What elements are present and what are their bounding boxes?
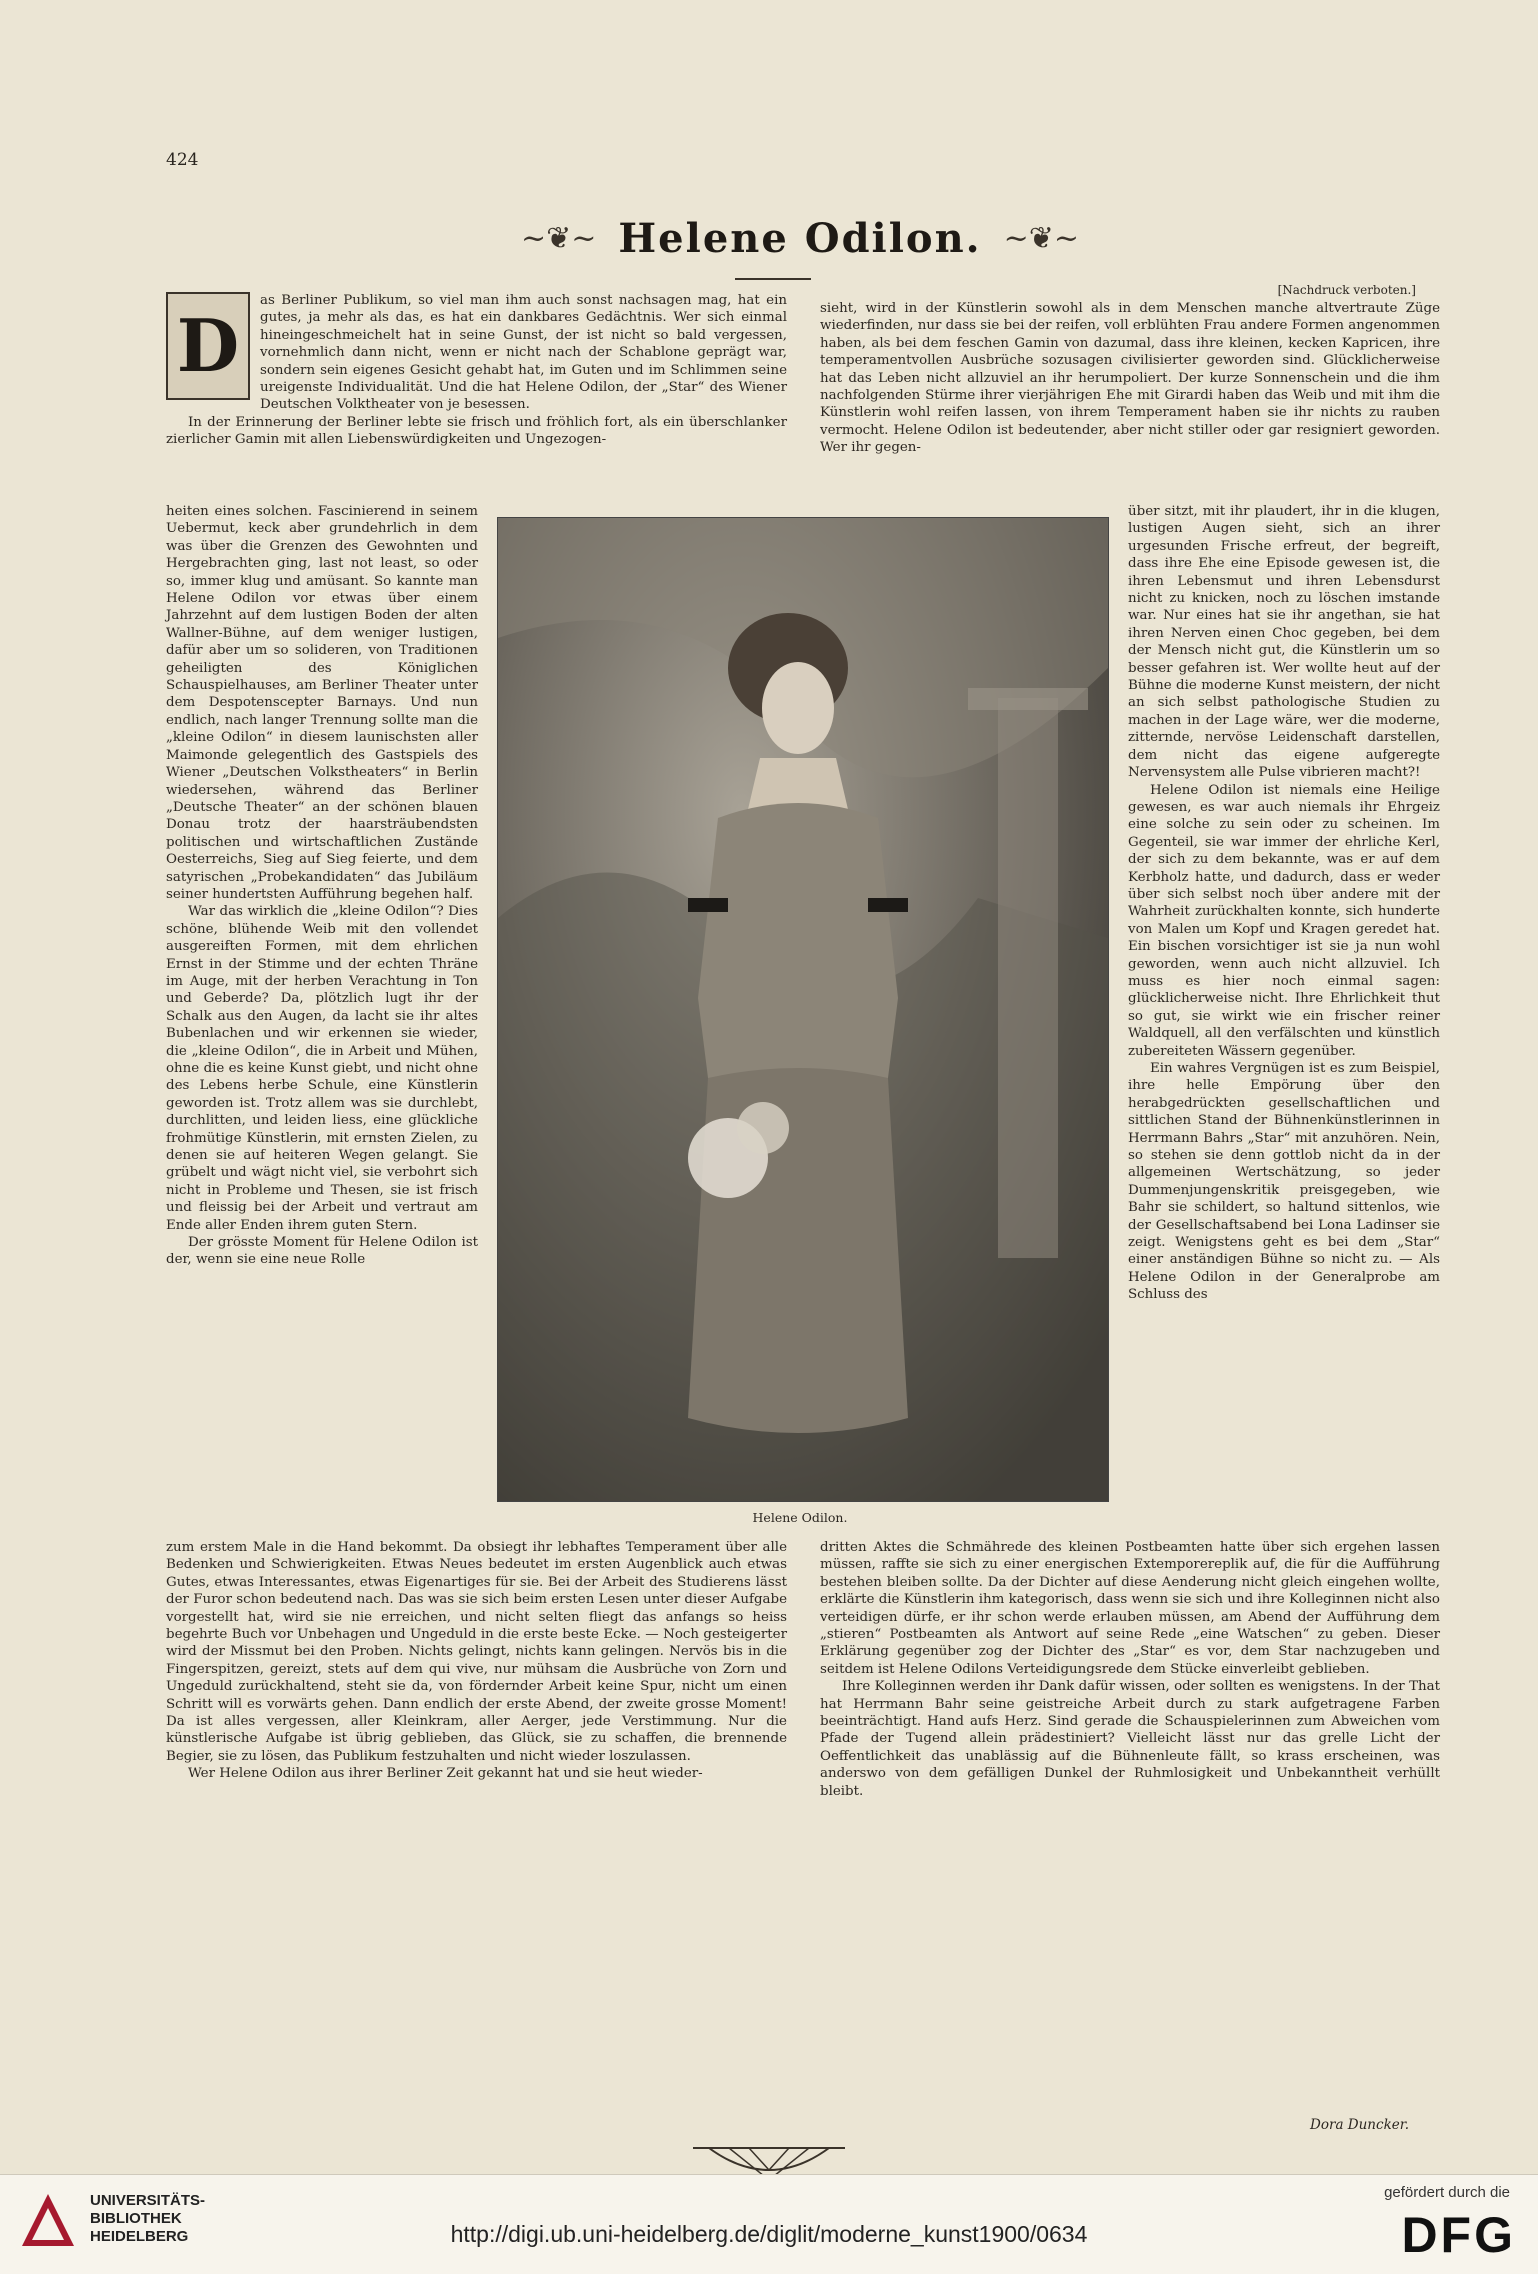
right-column-top — [820, 300, 1440, 457]
paragraph: Der grösste Moment für Helene Odilon ist der, wenn sie eine neue Rolle — [166, 1235, 478, 1268]
drop-cap: D — [166, 292, 250, 400]
funding-label: gefördert durch die — [1384, 2184, 1510, 2201]
article-title: Helene Odilon. — [618, 214, 982, 262]
author-signature: Dora Duncker. — [1310, 2117, 1409, 2133]
paragraph: Wer Helene Odilon aus ihrer Berliner Zeit gekannt hat und sie heut wieder- — [188, 1766, 703, 1782]
paragraph: Ein wahres Vergnügen ist es zum Beispiel, ihre helle Empörung über den herabgedrückten gesellschaftlichen und sittlichen Stand der Bühnenkünstlerinnen in Herrmann Bahrs „Star“ mit anzuhören. Nein, so stehen sie denn gottlob nicht da in der allgemeinen Wertschätzung, so jeder Dummenjungenskritik preisgegeben, wie Bahr sie schildert, so haltund sittenlos, wie der Gesellschaftsabend bei Lona Ladinser sie zeigt. Wenigstens geht es bei dem „Star“ einer anständigen Bühne so nicht zu. — Als Helene Odilon in der Generalprobe am Schluss des — [1128, 1061, 1440, 1303]
title-bar — [490, 208, 1110, 268]
photo-caption: Helene Odilon. — [752, 1510, 848, 1525]
source-url-link[interactable]: http://digi.ub.uni-heidelberg.de/diglit/moderne_kunst1900/0634 — [450, 2221, 1088, 2247]
reprint-notice: [Nachdruck verboten.] — [1277, 283, 1416, 297]
left-column-top — [166, 292, 787, 449]
dfg-logo: DFG — [1401, 2207, 1516, 2263]
portrait-illustration — [498, 518, 1108, 1501]
paragraph: In der Erinnerung der Berliner lebte sie frisch und fröhlich fort, als ein überschlanker zierlicher Gamin mit allen Liebenswürdigkeiten und Ungezogen- — [166, 414, 787, 448]
paragraph: Helene Odilon ist niemals eine Heilige gewesen, es war auch niemals ihr Ehrgeiz eine solche zu sein oder zu scheinen. Im Gegenteil, sie war immer der ehrliche Kerl, der sich zu dem bekannte, was er auf dem Kerbholz hatte, und dadurch, dass er weder über sich selbst noch über andere mit der Wahrheit zurückhalten konnte, sich hunderte von Malen um Kopf und Kragen geredet hat. Ein bischen vorsichtiger ist sie ja nun wohl geworden, wenn auch nicht allzuviel. Ich muss es hier noch einmal sagen: glücklicherweise nicht. Ihre Ehrlichkeit thut so gut, sie wirkt wie ein frischer reiner Waldquell, all den verfälschten und künstlich zubereiteten Wässern gegenüber. — [1128, 782, 1440, 1059]
library-name-line: BIBLIOTHEK — [90, 2210, 182, 2227]
right-column-narrow — [1128, 503, 1440, 1304]
left-flourish-icon: ~❦~ — [520, 220, 597, 256]
paragraph: dritten Aktes die Schmährede des kleinen Postbeamten hatte über sich ergehen lassen müssen, raffte sie sich zu einer energischen Extemporereplik auf, die für die Aufführung bestehen bleiben sollte. Da der Dichter auf diese Aenderung nicht gleich eingehen wollte, erklärte die Künstlerin ihm kategorisch, dass wenn sie sich und ihre Kolleginnen nicht also verteidigen dürfe, er ihr schon werde erlauben müssen, am Abend der Aufführung dem „stieren“ Postbeamten als Antwort auf seine Rede „eine Watschen“ zu geben. Dieser Erklärung gegenüber zog der Dichter des „Star“ es vor, dem Star nachzugeben und seitdem ist Helene Odilons Verteidigungsrede dem Stücke einverleibt geblieben. — [820, 1540, 1440, 1677]
title-rule — [735, 278, 811, 280]
library-name-line: UNIVERSITÄTS- — [90, 2192, 206, 2209]
paragraph: as Berliner Publikum, so viel man ihm auch sonst nachsagen mag, hat ein gutes, ja mehr als das, es hat ein dankbares Gedächtnis. Wer sich einmal hineingeschmeichelt hat in seine Gunst, der ist nicht so bald vergessen, vornehmlich dann nicht, wenn er nicht nach der Schablone geprägt war, sondern sein eigenes Gesicht gehabt hat, im Guten und im Schlimmen seine ureigenste Individualität. Und die hat Helene Odilon, der „Star“ des Wiener Deutschen Volktheater von je besessen. — [260, 293, 787, 413]
paragraph: Ihre Kolleginnen werden ihr Dank dafür wissen, oder sollten es wenigstens. In der That hat Herrmann Bahr seine geistreiche Arbeit durch zu stark aufgetragene Farben beeinträchtigt. Hand aufs Herz. Sind gerade die Schauspielerinnen zum Abweichen vom Pfade der Tugend allein prädestiniert? Vielleicht lässt nur das grelle Licht der Oeffentlichkeit das unablässig auf die Bühnenleute fällt, so krass erscheinen, was anderswo von dem gefälligen Dunkel der Ruhmlosigkeit und Unbekanntheit verhüllt bleibt. — [820, 1679, 1440, 1799]
paragraph: War das wirklich die „kleine Odilon“? Dies schöne, blühende Weib mit den vollendet ausgereiften Formen, mit dem ehrlichen Ernst in der Stimme und der echten Thräne im Auge, mit der herben Verachtung in Ton und Geberde? Da, plötzlich lugt ihr der Schalk aus den Augen, da lacht sie ihr altes Bubenlachen und wir erkennen sie wieder, die „kleine Odilon“, die in Arbeit und Mühen, ohne die es keine Kunst giebt, und nicht ohne des Lebens herbe Schule, eine Künstlerin geworden ist. Trotz allem was sie durchlebt, durchlitten, und leiden liess, eine glückliche frohmütige Künstlerin, mit ernsten Zielen, zu denen sie auf heiteren Wegen gelangt. Sie grübelt und wägt nicht viel, sie verbohrt sich nicht in Probleme und Thesen, sie ist frisch und fleissig bei der Arbeit und vertraut am Ende aller Enden ihrem guten Stern. — [166, 904, 478, 1233]
paragraph: heiten eines solchen. Fascinierend in seinem Uebermut, keck aber grundehrlich in dem was über die Grenzen des Gewohnten und Hergebrachten ging, last not least, so oder so, immer klug und amüsant. So kannte man Helene Odilon vor etwas über einem Jahrzehnt auf dem lustigen Boden der alten Wallner-Bühne, auf dem weniger lustigen, dafür aber um so solideren, von Traditionen geheiligten des Königlichen Schauspielhauses, am Berliner Theater unter dem Despotenscepter Barnays. Und nun endlich, nach langer Trennung sollte man die „kleine Odilon“ in diesem launischsten aller Maimonde gelegentlich des Gastspiels des Wiener „Deutschen Volkstheaters“ in Berlin wiedersehen, während das Berliner „Deutsche Theater“ an der schönen blauen Donau trotz der haarsträubendsten politischen und wirtschaftlichen Zustände Oesterreichs, Sieg auf Sieg feierte, und dem satyrischen „Probekandidaten“ das Jubiläum seiner hundertsten Aufführung begehen half. — [166, 504, 478, 902]
paragraph: sieht, wird in der Künstlerin sowohl als in dem Menschen manche altvertraute Züge wiederfinden, nur dass sie bei der reifen, voll erblühten Frau andere Formen angenommen haben, als bei dem feschen Gamin von dazumal, dass ihre kleinen, kecken Kapricen, ihre temperamentvollen Ausbrüche sozusagen civilisierter geworden sind. Glücklicherweise hat das Leben nicht allzuviel an ihr herumpoliert. Der kurze Sonnenschein und die ihm nachfolgenden Stürme ihrer vierjährigen Ehe mit Girardi haben das Weib und mit ihm die Künstlerin wohl reifen lassen, von ihrem Temperament haben sie ihr nichts zu rauben vermocht. Helene Odilon ist bedeutender, aber nicht stiller oder gar resigniert geworden. Wer ihr gegen- — [820, 301, 1440, 456]
paragraph: über sitzt, mit ihr plaudert, ihr in die klugen, lustigen Augen sieht, sich an ihrer urgesunden Frische erfreut, der begreift, dass ihre Ehe eine Episode gewesen ist, die ihren Lebensmut und ihren Lebensdurst nicht zu knicken, noch zu löschen imstande war. Nur eines hat sie ihr angethan, sie hat ihren Nerven einen Choc gegeben, bei dem der Mensch nicht gut, die Künstlerin um so besser gefahren ist. Wer wollte heut auf der Bühne die moderne Kunst meistern, der nicht an sich selbst pathologische Studien zu machen in der Lage wäre, wer die moderne, zitternde, nervöse Leidenschaft darstellen, dem nicht das eigene aufgeregte Nervensystem alle Pulse vibrieren macht?! — [1128, 504, 1440, 781]
right-column-bottom — [820, 1539, 1440, 1800]
left-column-bottom — [166, 1539, 787, 1783]
portrait-photo — [497, 517, 1109, 1502]
page-number: 424 — [166, 150, 199, 170]
right-flourish-icon: ~❦~ — [1003, 220, 1080, 256]
left-column-narrow — [166, 503, 478, 1269]
library-name-line: HEIDELBERG — [90, 2228, 189, 2245]
paragraph: zum erstem Male in die Hand bekommt. Da obsiegt ihr lebhaftes Temperament über alle Bedenken und Schwierigkeiten. Etwas Neues bedeutet im ersten Augenblick auch etwas Gutes, etwas Interessantes, etwas Eigenartiges für sie. Bei der Arbeit des Studierens lässt der Furor schon bedeutend nach. Das was sie sich beim ersten Lesen unter dieser Aufgabe vorgestellt hat, wird sie nie erreichen, und nicht selten fliegt das anfangs so heiss begehrte Buch vor Unbehagen und Ungeduld in die erste beste Ecke. — Noch gesteigerter wird der Missmut bei den Proben. Nichts gelingt, nichts kann gelingen. Nervös bis in die Fingerspitzen, gereizt, stets auf dem qui vive, nur mühsam die Ausbrüche von Zorn und Ungeduld zurückhaltend, steht sie da, von fördernder Arbeit keine Spur, nicht um einen Schritt will es vorwärts gehen. Dann endlich der erste Abend, der zweite grosse Moment! Da ist alles vergessen, aller Kleinkram, aller Aerger, jede Verstimmung. Nur die künstlerische Aufgabe ist übrig geblieben, das Glück, sie zu schaffen, die brennende Begier, sie zu lösen, das Publikum festzuhalten und nicht wieder loszulassen. — [166, 1540, 787, 1764]
